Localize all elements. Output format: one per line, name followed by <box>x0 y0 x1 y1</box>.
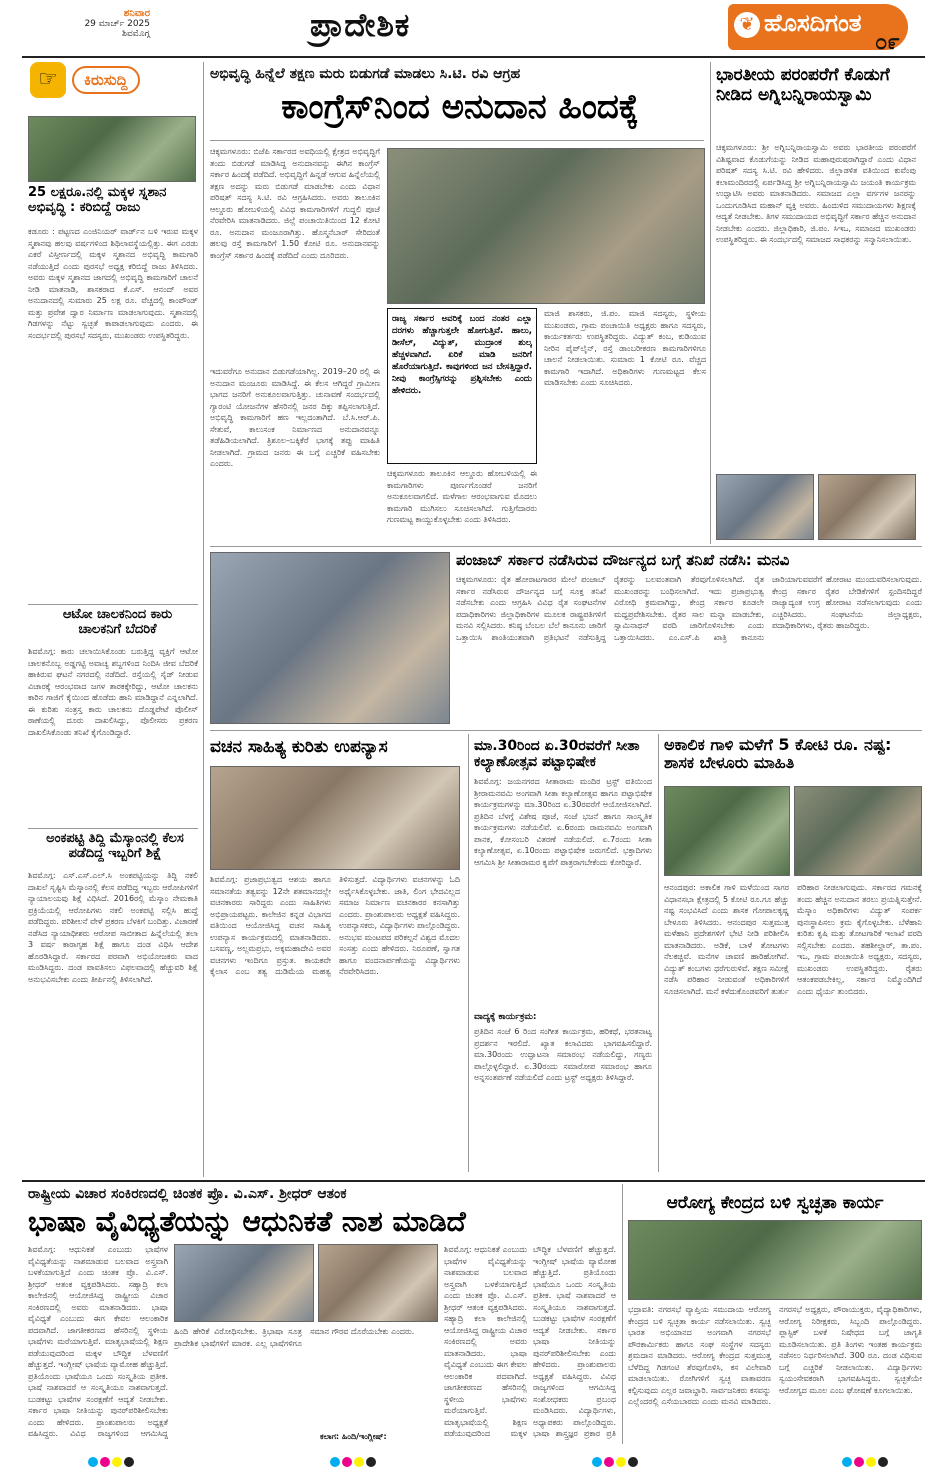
punjab-body <box>456 574 922 724</box>
sita-body: ಶಿವಮೊಗ್ಗ: ಜಯನಗರದ ಸೀತಾರಾಮ ಮಂದಿರ ಟ್ರಸ್ಟ್ ವತಿಯಿಂದ ಶ್ರೀರಾಮನವಮಿ ಅಂಗವಾಗಿ ಸೀತಾ ಕಲ್ಯಾಣೋತ್ಸವ ಹಾಗೂ ಪಟ್ಟಾಭಿಷೇಕ ಕಾರ್ಯಕ್ರಮಗಳನ್ನು ಮಾ.30ರಿಂದ ಏ.30ರವರೆಗೆ ಆಯೋಜಿಸಲಾಗಿದೆ. ಪ್ರತಿದಿನ ಬೆಳಗ್ಗೆ ವಿಶೇಷ ಪೂಜೆ, ಸಂಜೆ ಭಜನೆ ಹಾಗೂ ಸಾಂಸ್ಕೃತಿಕ ಕಾರ್ಯಕ್ರಮಗಳು ನಡೆಯಲಿವೆ. ಏ.6ರಂದು ರಾಮನವಮಿ ಅಂಗವಾಗಿ ಪಾನಕ, ಕೋಸಂಬರಿ ವಿತರಣೆ ನಡೆಯಲಿದೆ. ಏ.7ರಂದು ಸೀತಾ ಕಲ್ಯಾಣೋತ್ಸವ, ಏ.10ರಂದು ಪಟ್ಟಾಭಿಷೇಕ ಜರುಗಲಿದೆ. ಭಕ್ತಾದಿಗಳು ಆಗಮಿಸಿ ಶ್ರೀ ಸೀತಾರಾಮರ ಕೃಪೆಗೆ ಪಾತ್ರರಾಗಬೇಕೆಂದು ಕೋರಿದ್ದಾರೆ. <box>474 777 652 867</box>
sita-headline: ಮಾ.30ರಿಂದ ಏ.30ರವರೆಗೆ ಸೀತಾ ಕಲ್ಯಾಣೋತ್ಸವ ಪಟ್ಟಾಭಿಷೇಕ <box>474 738 640 771</box>
lead-body3: ಚಿಕ್ಕಮಗಳೂರು ತಾಲೂಕಿನ ಆಲ್ದೂರು ಹೋಬಳಿಯಲ್ಲಿ ಈ ಕಾಮಗಾರಿಗಳು ಪೂರ್ಣಗೊಂಡರೆ ಜನರಿಗೆ ಅನುಕೂಲವಾಗಲಿದೆ. ಮಳೆಗಾಲ ಆರಂಭವಾಗುವ ಮೊದಲು ಕಾಮಗಾರಿ ಮುಗಿಸಲು ಸೂಚಿಸಲಾಗಿದೆ. ಗುತ್ತಿಗೆದಾರರು ಗುಣಮಟ್ಟ ಕಾಯ್ದುಕೊಳ್ಳಬೇಕು ಎಂದು ತಿಳಿಸಿದರು. <box>387 469 537 524</box>
punjab-photo <box>210 552 450 724</box>
rain-photo-1 <box>664 786 790 876</box>
rain-photo-2 <box>794 786 922 876</box>
bhasha-headline: ಭಾಷಾ ವೈವಿಧ್ಯತೆಯನ್ನು ಆಧುನಿಕತೆ ನಾಶ ಮಾಡಿದೆ <box>28 1205 466 1238</box>
divider <box>210 730 922 731</box>
left-story2-headline: ಆಟೋ ಚಾಲಕನಿಂದ ಕಾರು ಚಾಲಕನಿಗೆ ಬೆದರಿಕೆ <box>62 607 173 637</box>
divider <box>210 140 704 141</box>
left-story3-body: ಶಿವಮೊಗ್ಗ: ಎಸ್.ಎಸ್.ಎಲ್.ಸಿ ಅಂಕಪಟ್ಟಿಯನ್ನು ತಿದ್ದಿ ನಕಲಿ ದಾಖಲೆ ಸೃಷ್ಟಿಸಿ ಮೆಸ್ಕಾಂನಲ್ಲಿ ಕೆಲಸ ಪಡೆದಿದ್ದ ಇಬ್ಬರು ಆರೋಪಿಗಳಿಗೆ ನ್ಯಾಯಾಲಯವು ಶಿಕ್ಷೆ ವಿಧಿಸಿದೆ. 2016ರಲ್ಲಿ ಮೆಸ್ಕಾಂ ನೇಮಕಾತಿ ಪ್ರಕ್ರಿಯೆಯಲ್ಲಿ ಆರೋಪಿಗಳು ನಕಲಿ ಅಂಕಪಟ್ಟಿ ಸಲ್ಲಿಸಿ ಹುದ್ದೆ ಪಡೆದಿದ್ದರು. ಪರಿಶೀಲನೆ ವೇಳೆ ಪ್ರಕರಣ ಬೆಳಕಿಗೆ ಬಂದಿತ್ತು. ವಿಚಾರಣೆ ನಡೆಸಿದ ನ್ಯಾಯಾಧೀಶರು ಆರೋಪ ಸಾಬೀತಾದ ಹಿನ್ನೆಲೆಯಲ್ಲಿ ತಲಾ 3 ವರ್ಷ ಕಾರಾಗೃಹ ಶಿಕ್ಷೆ ಹಾಗೂ ದಂಡ ವಿಧಿಸಿ ಆದೇಶ ಹೊರಡಿಸಿದ್ದಾರೆ. ಸರ್ಕಾರದ ಪರವಾಗಿ ಅಭಿಯೋಜಕರು ವಾದ ಮಂಡಿಸಿದ್ದರು. ದಂಡ ಪಾವತಿಸಲು ವಿಫಲವಾದಲ್ಲಿ ಹೆಚ್ಚುವರಿ ಶಿಕ್ಷೆ ಅನುಭವಿಸಬೇಕು ಎಂದು ತೀರ್ಪಿನಲ್ಲಿ ತಿಳಿಸಲಾಗಿದೆ. <box>28 871 198 984</box>
paper-name: ಹೊಸದಿಗಂತ <box>764 9 862 37</box>
lead-kicker: ಅಭಿವೃದ್ಧಿ ಹಿನ್ನೆಲೆ ತಕ್ಷಣ ಮರು ಬಿಡುಗಡೆ ಮಾಡಲು ಸಿ.ಟಿ. ರವಿ ಆಗ್ರಹ <box>210 66 521 82</box>
kirusuddi-text: ಕಿರುಸುದ್ದಿ <box>84 71 128 89</box>
city-label: ಶಿವಮೊಗ್ಗ <box>122 29 150 39</box>
vachana-body <box>210 874 460 1170</box>
col-divider <box>710 62 711 544</box>
bhasha-photo-1 <box>174 1244 314 1322</box>
print-registration-marks <box>842 1452 890 1467</box>
bhasha-body-text: ಶಿವಮೊಗ್ಗ: ಆಧುನಿಕತೆ ಎಂಬುದು ಭಾಷೆಗಳ ವೈವಿಧ್ಯತೆಯನ್ನು ನಾಶಮಾಡುವ ಬಲವಾದ ಅಸ್ತ್ರವಾಗಿ ಬಳಕೆಯಾಗುತ್ತಿದೆ ಎಂದು ಚಿಂತಕ ಪ್ರೊ. ವಿ.ಎಸ್. ಶ್ರೀಧರ್ ಆತಂಕ ವ್ಯಕ್ತಪಡಿಸಿದರು. ಸಹ್ಯಾದ್ರಿ ಕಲಾ ಕಾಲೇಜಿನಲ್ಲಿ ಆಯೋಜಿಸಿದ್ದ ರಾಷ್ಟ್ರೀಯ ವಿಚಾರ ಸಂಕಿರಣದಲ್ಲಿ ಅವರು ಮಾತನಾಡಿದರು. ಭಾಷಾ ವೈವಿಧ್ಯತೆ ಎಂಬುದು ಈಗ ಕೇವಲ ಆಲಂಕಾರಿಕ ಪದವಾಗಿದೆ. ಜಾಗತೀಕರಣದ ಹೆಸರಿನಲ್ಲಿ ಸ್ಥಳೀಯ ಭಾಷೆಗಳು ಮರೆಯಾಗುತ್ತಿವೆ. ಮಾತೃಭಾಷೆಯಲ್ಲಿ ಶಿಕ್ಷಣ ಪಡೆಯುವುದರಿಂದ ಮಕ್ಕಳ ಬೌದ್ಧಿಕ ಬೆಳವಣಿಗೆ ಹೆಚ್ಚುತ್ತದೆ. ಇಂಗ್ಲೀಷ್ ಭಾಷೆಯ ವ್ಯಾಮೋಹ ಹೆಚ್ಚುತ್ತಿದೆ. ಪ್ರತಿಯೊಂದು ಭಾಷೆಯೂ ಒಂದು ಸಂಸ್ಕೃತಿಯ ಪ್ರತೀಕ. ಭಾಷೆ ನಾಶವಾದರೆ ಆ ಸಂಸ್ಕೃತಿಯೂ ನಾಶವಾಗುತ್ತದೆ. ಬುಡಕಟ್ಟು ಭಾಷೆಗಳ ಸಂರಕ್ಷಣೆಗೆ ಆದ್ಯತೆ ನೀಡಬೇಕು. ಸರ್ಕಾರ ಭಾಷಾ ನೀತಿಯನ್ನು ಪುನರ್‌ಪರಿಶೀಲಿಸಬೇಕು ಎಂದು ಹೇಳಿದರು. ಪ್ರಾಂಶುಪಾಲರು ಅಧ್ಯಕ್ಷತೆ ವಹಿಸಿದ್ದರು. ವಿವಿಧ ರಾಜ್ಯಗಳಿಂದ ಆಗಮಿಸಿದ್ದ <box>28 1245 168 1438</box>
col-divider <box>658 734 659 1172</box>
right-top-body: ಚಿಕ್ಕಮಗಳೂರು: ಶ್ರೀ ಅಗ್ನಿಬನ್ನಿರಾಯಸ್ವಾಮಿ ಅವರು ಭಾರತೀಯ ಪರಂಪರೆಗೆ ವಿಶಿಷ್ಟವಾದ ಕೊಡುಗೆಯನ್ನು ನೀಡಿದ ಮಹಾಪುರುಷರಾಗಿದ್ದಾರೆ ಎಂದು ವಿಧಾನ ಪರಿಷತ್ ಸದಸ್ಯ ಸಿ.ಟಿ. ರವಿ ಹೇಳಿದರು. ಜಿಲ್ಲಾಡಳಿತ ವತಿಯಿಂದ ಕುವೆಂಪು ಕಲಾಮಂದಿರದಲ್ಲಿ ಏರ್ಪಡಿಸಿದ್ದ ಶ್ರೀ ಅಗ್ನಿಬನ್ನಿರಾಯಸ್ವಾಮಿ ಜಯಂತಿ ಕಾರ್ಯಕ್ರಮ ಉದ್ಘಾಟಿಸಿ ಅವರು ಮಾತನಾಡಿದರು. ಸಮಾಜದ ಎಲ್ಲಾ ವರ್ಗಗಳ ಜನರನ್ನು ಒಂದುಗೂಡಿಸಿದ ಮಹಾನ್ ವ್ಯಕ್ತಿ ಅವರು. ಹಿಂದುಳಿದ ಸಮುದಾಯಗಳು ಶಿಕ್ಷಣಕ್ಕೆ ಆದ್ಯತೆ ನೀಡಬೇಕು. ತಿಗಳ ಸಮುದಾಯದ ಅಭಿವೃದ್ಧಿಗೆ ಸರ್ಕಾರ ಹೆಚ್ಚಿನ ಅನುದಾನ ನೀಡಬೇಕು ಎಂದರು. ಜಿಲ್ಲಾಧಿಕಾರಿ, ಜಿ.ಪಂ. ಸಿಇಒ, ಸಮಾಜದ ಮುಖಂಡರು ಉಪಸ್ಥಿತರಿದ್ದರು. ಈ ಸಂದರ್ಭದಲ್ಲಿ ಸಮಾಜದ ಸಾಧಕರನ್ನು ಸನ್ಮಾನಿಸಲಾಯಿತು. <box>716 143 916 244</box>
masthead-rule <box>22 56 925 58</box>
date-label: 29 ಮಾರ್ಚ್ 2025 <box>84 19 150 29</box>
date-block <box>60 8 150 39</box>
col-divider <box>622 1184 623 1444</box>
rain-headline: ಅಕಾಲಿಕ ಗಾಳಿ ಮಳೆಗೆ 5 ಕೋಟಿ ರೂ. ನಷ್ಟ: ಶಾಸಕ ಬೇಳೂರು ಮಾಹಿತಿ <box>664 735 892 773</box>
punjab-headline: ಪಂಜಾಬ್ ಸರ್ಕಾರ ನಡೆಸಿರುವ ದೌರ್ಜನ್ಯದ ಬಗ್ಗೆ ತನಿಖೆ ನಡೆಸಿ: ಮನವಿ <box>456 551 790 569</box>
bhasha-body-left <box>28 1244 168 1440</box>
finger-point-icon: ☞ <box>30 62 66 98</box>
lead-quote: ರಾಜ್ಯ ಸರ್ಕಾರ ಅವರಿಕ್ಕೆ ಬಂದ ನಂತರ ಎಲ್ಲಾ ದರಗಳು ಹೆಚ್ಚಾಗುತ್ತಲೇ ಹೋಗುತ್ತಿವೆ. ಹಾಲು, ಡೀಸೆಲ್, ವಿದ್ಯುತ್, ಮುದ್ರಾಂಕ ಶುಲ್ಕ ಹೆಚ್ಚಳವಾಗಿದೆ. ಏರಿಕೆ ಮಾಡಿ ಜನರಿಗೆ ಹೊರೆಯಾಗುತ್ತಿದೆ. ಕಾವುಗಳಿಂದ ಜನ ಬೇಸತ್ತಿದ್ದಾರೆ. ನೀವು ಕಾಂಗ್ರೆಸ್ಸಿಗರನ್ನು ಪ್ರಶ್ನಿಸಬೇಕು ಎಂದು ಹೇಳಿದರು. <box>392 314 532 396</box>
arogya-body-text: ಭದ್ರಾವತಿ: ನಗರಸಭೆ ವ್ಯಾಪ್ತಿಯ ಸಮುದಾಯ ಆರೋಗ್ಯ ಕೇಂದ್ರದ ಬಳಿ ಸ್ವಚ್ಛತಾ ಕಾರ್ಯ ನಡೆಸಲಾಯಿತು. ಸ್ವಚ್ಛ ಭಾರತ ಅಭಿಯಾನದ ಅಂಗವಾಗಿ ನಗರಸಭೆ ಪೌರಕಾರ್ಮಿಕರು ಹಾಗೂ ಸಂಘ ಸಂಸ್ಥೆಗಳ ಸದಸ್ಯರು ಶ್ರಮದಾನ ಮಾಡಿದರು. ಆರೋಗ್ಯ ಕೇಂದ್ರದ ಸುತ್ತಮುತ್ತ ಬೆಳೆದಿದ್ದ ಗಿಡಗಂಟಿ ತೆರವುಗೊಳಿಸಿ, ಕಸ ವಿಲೇವಾರಿ ಮಾಡಲಾಯಿತು. ರೋಗಿಗಳಿಗೆ ಸ್ವಚ್ಛ ವಾತಾವರಣ ಕಲ್ಪಿಸುವುದು ಎಲ್ಲರ ಜವಾಬ್ದಾರಿ. ಸಾರ್ವಜನಿಕರು ಕಸವನ್ನು ಎಲ್ಲೆಂದರಲ್ಲಿ ಎಸೆಯಬಾರದು ಎಂದು ಮನವಿ ಮಾಡಿದರು. ನಗರಸಭೆ ಅಧ್ಯಕ್ಷರು, ಪೌರಾಯುಕ್ತರು, ವೈದ್ಯಾಧಿಕಾರಿಗಳು, ಆರೋಗ್ಯ ನಿರೀಕ್ಷಕರು, ಸಿಬ್ಬಂದಿ ಪಾಲ್ಗೊಂಡಿದ್ದರು. ಪ್ಲಾಸ್ಟಿಕ್ ಬಳಕೆ ನಿಷೇಧದ ಬಗ್ಗೆ ಜಾಗೃತಿ ಮೂಡಿಸಲಾಯಿತು. ಪ್ರತಿ ತಿಂಗಳು ಇಂತಹ ಕಾರ್ಯಕ್ರಮ ನಡೆಸಲು ನಿರ್ಧರಿಸಲಾಗಿದೆ. 300 ರೂ. ದಂಡ ವಿಧಿಸುವ ಬಗ್ಗೆ ಎಚ್ಚರಿಕೆ ನೀಡಲಾಯಿತು. ವಿದ್ಯಾರ್ಥಿಗಳು ಸ್ವಯಂಸೇವಕರಾಗಿ ಭಾಗವಹಿಸಿದ್ದರು. ಸ್ವಚ್ಛತೆಯೇ ಆರೋಗ್ಯದ ಮೂಲ ಎಂಬ ಘೋಷಣೆ ಕೂಗಲಾಯಿತು. <box>628 1305 922 1406</box>
divider <box>22 1180 925 1182</box>
lead-body1: ಚಿಕ್ಕಮಗಳೂರು: ಬಿಜೆಪಿ ಸರ್ಕಾರದ ಅವಧಿಯಲ್ಲಿ ಕ್ಷೇತ್ರದ ಅಭಿವೃದ್ಧಿಗೆ ತಂದು ಬಿಡುಗಡೆ ಮಾಡಿಸಿದ್ದ ಅನುದಾನವನ್ನು ಈಗಿನ ಕಾಂಗ್ರೆಸ್ ಸರ್ಕಾರ ಹಿಂದಕ್ಕೆ ಪಡೆದಿದೆ. ಅಭಿವೃದ್ಧಿಗೆ ಹಿನ್ನಡೆ ಆಗುವ ಹಿನ್ನೆಲೆಯಲ್ಲಿ ತಕ್ಷಣ ಅದನ್ನು ಮರು ಬಿಡುಗಡೆ ಮಾಡಬೇಕು ಎಂದು ವಿಧಾನ ಪರಿಷತ್ ಸದಸ್ಯ ಸಿ.ಟಿ. ರವಿ ಆಗ್ರಹಿಸಿದರು. ಅವರು ತಾಲೂಕಿನ ಆಲ್ದೂರು ಹೋಬಳಿಯಲ್ಲಿ ವಿವಿಧ ಕಾಮಗಾರಿಗಳಿಗೆ ಗುದ್ದಲಿ ಪೂಜೆ ನೆರವೇರಿಸಿ ಮಾತನಾಡಿದರು. ಜಿಲ್ಲೆ ಪಂಚಾಯಿತಿಯಿಂದ 12 ಕೋಟಿ ರೂ. ಅನುದಾನ ಮಂಜೂರಾಗಿತ್ತು. ಹೊಸ್ಮನೆಬಾರ್ ಸೇರಿದಂತೆ ಹಲವು ರಸ್ತೆ ಕಾಮಗಾರಿಗೆ 1.50 ಕೋಟಿ ರೂ. ಅನುದಾನವನ್ನು ಕಾಂಗ್ರೆಸ್ ಸರ್ಕಾರ ಹಿಂದಕ್ಕೆ ಪಡೆದಿದೆ ಎಂದು ದೂರಿದರು. <box>210 147 380 260</box>
vachana-headline: ವಚನ ಸಾಹಿತ್ಯ ಕುರಿತು ಉಪನ್ಯಾಸ <box>210 737 388 757</box>
divider <box>28 828 198 829</box>
print-registration-marks <box>592 1452 640 1467</box>
vachana-photo <box>210 766 460 870</box>
bhasha-subhead: ಕಲಾಗ: ಹಿಂದಿ/ಇಂಗ್ಲೀಷ್: <box>320 1432 387 1441</box>
section-title: ಪ್ರಾದೇಶಿಕ <box>310 6 411 44</box>
left-story1-headline: 25 ಲಕ್ಷರೂ.ನಲ್ಲಿ ಮಕ್ಕಳ ಸ್ನಶಾನ ಅಭಿವೃದ್ಧಿ : ಕರಿಬಿದ್ದೆ ರಾಜು <box>28 185 167 215</box>
divider <box>210 546 922 547</box>
arogya-photo <box>628 1220 922 1300</box>
sita-body2: ಪ್ರತಿದಿನ ಸಂಜೆ 6 ರಿಂದ ಸಂಗೀತ ಕಾರ್ಯಕ್ರಮ, ಹರಿಕಥೆ, ಭರತನಾಟ್ಯ ಪ್ರದರ್ಶನ ಇರಲಿದೆ. ಖ್ಯಾತ ಕಲಾವಿದರು ಭಾಗವಹಿಸಲಿದ್ದಾರೆ. ಮಾ.30ರಂದು ಉದ್ಘಾಟನಾ ಸಮಾರಂಭ ನಡೆಯಲಿದ್ದು, ಗಣ್ಯರು ಪಾಲ್ಗೊಳ್ಳಲಿದ್ದಾರೆ. ಏ.30ರಂದು ಸಮಾರೋಪ ಸಮಾರಂಭ ಹಾಗೂ ಅನ್ನಸಂತರ್ಪಣೆ ನಡೆಯಲಿದೆ ಎಂದು ಟ್ರಸ್ಟ್ ಅಧ್ಯಕ್ಷರು ತಿಳಿಸಿದ್ದಾರೆ. <box>474 1027 652 1082</box>
bhasha-body2-text: ಹಿಂದಿ ಹೇರಿಕೆ ವಿರೋಧಿಸಬೇಕು. ತ್ರಿಭಾಷಾ ಸೂತ್ರ ಪ್ರಾದೇಶಿಕ ಭಾಷೆಗಳಿಗೆ ಮಾರಕ. ಎಲ್ಲ ಭಾಷೆಗಳಿಗೂ ಸಮಾನ ಗೌರವ ದೊರೆಯಬೇಕು ಎಂದರು. <box>174 1327 415 1348</box>
arogya-headline: ಆರೋಗ್ಯ ಕೇಂದ್ರದ ಬಳಿ ಸ್ವಚ್ಛತಾ ಕಾರ್ಯ <box>666 1193 884 1213</box>
kirusuddi-badge <box>28 62 186 100</box>
bhasha-body-text-2: ಶಿವಮೊಗ್ಗ: ಆಧುನಿಕತೆ ಎಂಬುದು ಭಾಷೆಗಳ ವೈವಿಧ್ಯತೆಯನ್ನು ನಾಶಮಾಡುವ ಬಲವಾದ ಅಸ್ತ್ರವಾಗಿ ಬಳಕೆಯಾಗುತ್ತಿದೆ ಎಂದು ಚಿಂತಕ ಪ್ರೊ. ವಿ.ಎಸ್. ಶ್ರೀಧರ್ ಆತಂಕ ವ್ಯಕ್ತಪಡಿಸಿದರು. ಸಹ್ಯಾದ್ರಿ ಕಲಾ ಕಾಲೇಜಿನಲ್ಲಿ ಆಯೋಜಿಸಿದ್ದ ರಾಷ್ಟ್ರೀಯ ವಿಚಾರ ಸಂಕಿರಣದಲ್ಲಿ ಅವರು ಮಾತನಾಡಿದರು. ಭಾಷಾ ವೈವಿಧ್ಯತೆ ಎಂಬುದು ಈಗ ಕೇವಲ ಆಲಂಕಾರಿಕ ಪದವಾಗಿದೆ. ಜಾಗತೀಕರಣದ ಹೆಸರಿನಲ್ಲಿ ಸ್ಥಳೀಯ ಭಾಷೆಗಳು ಮರೆಯಾಗುತ್ತಿವೆ. ಮಾತೃಭಾಷೆಯಲ್ಲಿ ಶಿಕ್ಷಣ ಪಡೆಯುವುದರಿಂದ ಮಕ್ಕಳ ಬೌದ್ಧಿಕ ಬೆಳವಣಿಗೆ ಹೆಚ್ಚುತ್ತದೆ. ಇಂಗ್ಲೀಷ್ ಭಾಷೆಯ ವ್ಯಾಮೋಹ ಹೆಚ್ಚುತ್ತಿದೆ. ಪ್ರತಿಯೊಂದು ಭಾಷೆಯೂ ಒಂದು ಸಂಸ್ಕೃತಿಯ ಪ್ರತೀಕ. ಭಾಷೆ ನಾಶವಾದರೆ ಆ ಸಂಸ್ಕೃತಿಯೂ ನಾಶವಾಗುತ್ತದೆ. ಬುಡಕಟ್ಟು ಭಾಷೆಗಳ ಸಂರಕ್ಷಣೆಗೆ ಆದ್ಯತೆ ನೀಡಬೇಕು. ಸರ್ಕಾರ ಭಾಷಾ ನೀತಿಯನ್ನು ಪುನರ್‌ಪರಿಶೀಲಿಸಬೇಕು ಎಂದು ಹೇಳಿದರು. ಪ್ರಾಂಶುಪಾಲರು ಅಧ್ಯಕ್ಷತೆ ವಹಿಸಿದ್ದರು. ವಿವಿಧ ರಾಜ್ಯಗಳಿಂದ ಆಗಮಿಸಿದ್ದ ಸಂಶೋಧಕರು ಪ್ರಬಂಧ ಮಂಡಿಸಿದರು. ವಿದ್ಯಾರ್ಥಿಗಳು, ಅಧ್ಯಾಪಕರು ಪಾಲ್ಗೊಂಡಿದ್ದರು. ಭಾಷಾ ಶಾಸ್ತ್ರಜ್ಞರ ಪ್ರಕಾರ ಪ್ರತಿ <box>444 1245 616 1438</box>
right-top-photo-2 <box>818 474 916 540</box>
day-label: ಶನಿವಾರ <box>123 8 150 19</box>
print-registration-marks <box>330 1452 378 1467</box>
page-number: ೦೯ <box>875 30 900 55</box>
left-story2-body: ಶಿವಮೊಗ್ಗ: ಕಾರು ಚಲಾಯಿಸಿಕೊಂಡು ಬರುತ್ತಿದ್ದ ವ್ಯಕ್ತಿಗೆ ಆಟೋ ಚಾಲಕನೊಬ್ಬ ಅಡ್ಡಗಟ್ಟಿ ಅವಾಚ್ಯ ಶಬ್ದಗಳಿಂದ ನಿಂದಿಸಿ ಜೀವ ಬೆದರಿಕೆ ಹಾಕಿರುವ ಘಟನೆ ನಗರದಲ್ಲಿ ನಡೆದಿದೆ. ರಸ್ತೆಯಲ್ಲಿ ಸೈಡ್ ನೀಡುವ ವಿಚಾರಕ್ಕೆ ಆರಂಭವಾದ ಜಗಳ ತಾರಕಕ್ಕೇರಿದ್ದು, ಆಟೋ ಚಾಲಕನು ಕಾರಿನ ಗಾಜಿಗೆ ಕೈಯಿಂದ ಹೊಡೆದು ಹಾನಿ ಮಾಡಿದ್ದಾನೆ ಎನ್ನಲಾಗಿದೆ. ಈ ಕುರಿತು ಸಂತ್ರಸ್ತ ಕಾರು ಚಾಲಕನು ದೊಡ್ಡಪೇಟೆ ಪೊಲೀಸ್ ಠಾಣೆಯಲ್ಲಿ ದೂರು ದಾಖಲಿಸಿದ್ದು, ಪೊಲೀಸರು ಪ್ರಕರಣ ದಾಖಲಿಸಿಕೊಂಡು ತನಿಖೆ ಕೈಗೊಂಡಿದ್ದಾರೆ. <box>28 647 198 737</box>
col-divider <box>203 62 204 1177</box>
rain-body <box>664 882 922 1172</box>
bhasha-body-right <box>444 1244 616 1440</box>
left-story1-photo <box>28 116 196 182</box>
left-story3-headline: ಅಂಕಪಟ್ಟಿ ತಿದ್ದಿ ಮೆಸ್ಕಾಂನಲ್ಲಿ ಕೆಲಸ ಪಡೆದಿದ್ದ ಇಬ್ಬರಿಗೆ ಶಿಕ್ಷೆ <box>46 831 184 861</box>
print-registration-marks <box>88 1452 136 1467</box>
bhasha-photo-2 <box>318 1244 438 1322</box>
left-story1-body: ಕಡೂರು : ಪಟ್ಟಣದ ಎಂಜಿನಿಯರ್ ವಾರ್ಡ್‌ನ ಬಳಿ ಇರುವ ಮಕ್ಕಳ ಸ್ಮಶಾನವು ಹಲವು ವರ್ಷಗಳಿಂದ ಶಿಥಿಲಾವಸ್ಥೆಯಲ್ಲಿತ್ತು. ಈಗ ಎರಡು ಎಕರೆ ವಿಸ್ತೀರ್ಣದಲ್ಲಿ ಮಕ್ಕಳ ಸ್ಮಶಾನದ ಅಭಿವೃದ್ಧಿ ಕಾಮಗಾರಿ ನಡೆಯುತ್ತಿದೆ ಎಂದು ಪುರಸಭೆ ಅಧ್ಯಕ್ಷ ಕರಿಬಿದ್ದೆ ರಾಜು ತಿಳಿಸಿದರು. ಅವರು ಮಕ್ಕಳ ಸ್ಮಶಾನದ ಜಾಗದಲ್ಲಿ ಅಭಿವೃದ್ಧಿ ಕಾಮಗಾರಿಗೆ ಚಾಲನೆ ನೀಡಿ ಮಾತನಾಡಿ, ಶಾಸಕರಾದ ಕೆ.ಎಸ್. ಆನಂದ್ ಅವರ ಅನುದಾನದಲ್ಲಿ ಸುಮಾರು 25 ಲಕ್ಷ ರೂ. ವೆಚ್ಚದಲ್ಲಿ ಕಾಂಪೌಂಡ್ ಮತ್ತು ಪ್ರವೇಶ ದ್ವಾರ ನಿರ್ಮಾಣ ಮಾಡಲಾಗುವುದು. ಸ್ಮಶಾನದಲ್ಲಿ ಗಿಡಗಳನ್ನು ನೆಟ್ಟು ಸ್ವಚ್ಛತೆ ಕಾಪಾಡಲಾಗುವುದು ಎಂದರು. ಈ ಸಂದರ್ಭದಲ್ಲಿ ಪುರಸಭೆ ಸದಸ್ಯರು, ಮುಖಂಡರು ಉಪಸ್ಥಿತರಿದ್ದರು. <box>28 227 198 340</box>
vachana-body-text: ಶಿವಮೊಗ್ಗ: ಪ್ರಜಾಪ್ರಭುತ್ವದ ಆಶಯ ಹಾಗೂ ಸಮಾನತೆಯ ತತ್ವವನ್ನು 12ನೇ ಶತಮಾನದಲ್ಲೇ ವಚನಕಾರರು ಸಾರಿದ್ದರು ಎಂದು ಸಾಹಿತಿಗಳು ಅಭಿಪ್ರಾಯಪಟ್ಟರು. ಕಾಲೇಜಿನ ಕನ್ನಡ ವಿಭಾಗದ ವತಿಯಿಂದ ಆಯೋಜಿಸಿದ್ದ ವಚನ ಸಾಹಿತ್ಯ ಉಪನ್ಯಾಸ ಕಾರ್ಯಕ್ರಮದಲ್ಲಿ ಮಾತನಾಡಿದರು. ಬಸವಣ್ಣ, ಅಲ್ಲಮಪ್ರಭು, ಅಕ್ಕಮಹಾದೇವಿ ಅವರ ವಚನಗಳು ಇಂದಿಗೂ ಪ್ರಸ್ತುತ. ಕಾಯಕವೇ ಕೈಲಾಸ ಎಂಬ ತತ್ವ ದುಡಿಮೆಯ ಮಹತ್ವ ತಿಳಿಸುತ್ತದೆ. ವಿದ್ಯಾರ್ಥಿಗಳು ವಚನಗಳನ್ನು ಓದಿ ಅರ್ಥೈಸಿಕೊಳ್ಳಬೇಕು. ಜಾತಿ, ಲಿಂಗ ಭೇದವಿಲ್ಲದ ಸಮಾಜ ನಿರ್ಮಾಣ ವಚನಕಾರರ ಕನಸಾಗಿತ್ತು ಎಂದರು. ಪ್ರಾಂಶುಪಾಲರು ಅಧ್ಯಕ್ಷತೆ ವಹಿಸಿದ್ದರು. ಉಪನ್ಯಾಸಕರು, ವಿದ್ಯಾರ್ಥಿಗಳು ಪಾಲ್ಗೊಂಡಿದ್ದರು. ಅನುಭವ ಮಂಟಪದ ಪರಿಕಲ್ಪನೆ ವಿಶ್ವದ ಮೊದಲ ಸಂಸತ್ತು ಎಂದು ಹೇಳಿದರು. ನಿರೂಪಣೆ, ಸ್ವಾಗತ ಹಾಗೂ ವಂದನಾರ್ಪಣೆಯನ್ನು ವಿದ್ಯಾರ್ಥಿಗಳು ನೆರವೇರಿಸಿದರು. <box>210 875 460 976</box>
kirusuddi-label <box>72 66 140 94</box>
bhasha-kicker: ರಾಷ್ಟ್ರೀಯ ವಿಚಾರ ಸಂಕಿರಣದಲ್ಲಿ ಚಿಂತಕ ಪ್ರೊ. ವಿ.ಎಸ್. ಶ್ರೀಧರ್ ಆತಂಕ <box>28 1186 347 1202</box>
divider <box>28 604 198 605</box>
right-top-photo-1 <box>716 474 814 540</box>
rain-body-text: ಆನಂದಪುರ: ಅಕಾಲಿಕ ಗಾಳಿ ಮಳೆಯಿಂದ ಸಾಗರ ವಿಧಾನಸಭಾ ಕ್ಷೇತ್ರದಲ್ಲಿ 5 ಕೋಟಿ ರೂ.ಗೂ ಹೆಚ್ಚು ನಷ್ಟ ಸಂಭವಿಸಿದೆ ಎಂದು ಶಾಸಕ ಗೋಪಾಲಕೃಷ್ಣ ಬೇಳೂರು ತಿಳಿಸಿದರು. ಆನಂದಪುರ ಸುತ್ತಮುತ್ತ ಮಳೆಹಾನಿ ಪ್ರದೇಶಗಳಿಗೆ ಭೇಟಿ ನೀಡಿ ಪರಿಶೀಲಿಸಿ ಮಾತನಾಡಿದರು. ಅಡಿಕೆ, ಬಾಳೆ ತೋಟಗಳು ನೆಲಕಚ್ಚಿವೆ. ಮನೆಗಳ ಚಾವಣಿ ಹಾರಿಹೋಗಿವೆ. ವಿದ್ಯುತ್ ಕಂಬಗಳು ಧರೆಗುರುಳಿವೆ. ತಕ್ಷಣ ಸಮೀಕ್ಷೆ ನಡೆಸಿ ಪರಿಹಾರ ನೀಡುವಂತೆ ಅಧಿಕಾರಿಗಳಿಗೆ ಸೂಚಿಸಲಾಗಿದೆ. ಮನೆ ಕಳೆದುಕೊಂಡವರಿಗೆ ತುರ್ತು ಪರಿಹಾರ ನೀಡಲಾಗುವುದು. ಸರ್ಕಾರದ ಗಮನಕ್ಕೆ ತಂದು ಹೆಚ್ಚಿನ ಅನುದಾನ ತರಲು ಪ್ರಯತ್ನಿಸುತ್ತೇನೆ. ಮೆಸ್ಕಾಂ ಅಧಿಕಾರಿಗಳು ವಿದ್ಯುತ್ ಸಂಪರ್ಕ ಪುನಃಸ್ಥಾಪಿಸಲು ಕ್ರಮ ಕೈಗೊಳ್ಳಬೇಕು. ಬೆಳೆಹಾನಿ ಕುರಿತು ಕೃಷಿ ಮತ್ತು ತೋಟಗಾರಿಕೆ ಇಲಾಖೆ ವರದಿ ಸಲ್ಲಿಸಬೇಕು ಎಂದರು. ತಹಶೀಲ್ದಾರ್, ತಾ.ಪಂ. ಇಒ, ಗ್ರಾಮ ಪಂಚಾಯಿತಿ ಅಧ್ಯಕ್ಷರು, ಸದಸ್ಯರು, ಮುಖಂಡರು ಉಪಸ್ಥಿತರಿದ್ದರು. ರೈತರು ಆತಂಕಪಡಬೇಕಿಲ್ಲ, ಸರ್ಕಾರ ನಿಮ್ಮೊಂದಿಗಿದೆ ಎಂದು ಧೈರ್ಯ ತುಂಬಿದರು. <box>664 883 922 996</box>
arogya-body <box>628 1304 922 1440</box>
lead-body4: ಮಾಜಿ ಶಾಸಕರು, ಜಿ.ಪಂ. ಮಾಜಿ ಸದಸ್ಯರು, ಸ್ಥಳೀಯ ಮುಖಂಡರು, ಗ್ರಾಮ ಪಂಚಾಯಿತಿ ಅಧ್ಯಕ್ಷರು ಹಾಗೂ ಸದಸ್ಯರು, ಕಾರ್ಯಕರ್ತರು ಉಪಸ್ಥಿತರಿದ್ದರು. ವಿದ್ಯುತ್ ಕಂಬ, ಕುಡಿಯುವ ನೀರಿನ ಪೈಪ್‌ಲೈನ್, ರಸ್ತೆ ಡಾಂಬರೀಕರಣ ಕಾಮಗಾರಿಗಳಿಗೂ ಚಾಲನೆ ನೀಡಲಾಯಿತು. ಸುಮಾರು 1 ಕೋಟಿ ರೂ. ವೆಚ್ಚದ ಕಾಮಗಾರಿ ಇದಾಗಿದೆ. ಅಧಿಕಾರಿಗಳು ಗುಣಮಟ್ಟದ ಕೆಲಸ ಮಾಡಿಸಬೇಕು ಎಂದು ಸೂಚಿಸಿದರು. <box>544 309 706 387</box>
lead-quote-box <box>387 308 537 464</box>
sita-subhead: ವಾದ್ಯಕ್ಕೆ ಕಾರ್ಯಕ್ರಮ: <box>474 1012 537 1022</box>
lamp-logo-icon: ❦ <box>734 12 760 38</box>
col-divider <box>468 734 469 1172</box>
right-top-headline: ಭಾರತೀಯ ಪರಂಪರೆಗೆ ಕೊಡುಗೆ ನೀಡಿದ ಅಗ್ನಿಬನ್ನಿರಾಯಸ್ವಾಮಿ <box>716 65 890 105</box>
lead-photo <box>387 148 705 304</box>
punjab-body-text: ಚಿಕ್ಕಮಗಳೂರು: ರೈತ ಹೋರಾಟಗಾರರ ಮೇಲೆ ಪಂಜಾಬ್ ಸರ್ಕಾರ ನಡೆಸಿರುವ ದೌರ್ಜನ್ಯದ ಬಗ್ಗೆ ಸೂಕ್ತ ತನಿಖೆ ನಡೆಸಬೇಕು ಎಂದು ಆಗ್ರಹಿಸಿ ವಿವಿಧ ರೈತ ಸಂಘಟನೆಗಳ ಪದಾಧಿಕಾರಿಗಳು ಜಿಲ್ಲಾಧಿಕಾರಿಗಳ ಮೂಲಕ ರಾಷ್ಟ್ರಪತಿಗಳಿಗೆ ಮನವಿ ಸಲ್ಲಿಸಿದರು. ಕನಿಷ್ಠ ಬೆಂಬಲ ಬೆಲೆ ಕಾನೂನು ಜಾರಿಗೆ ಒತ್ತಾಯಿಸಿ ಶಾಂತಿಯುತವಾಗಿ ಪ್ರತಿಭಟನೆ ನಡೆಸುತ್ತಿದ್ದ ರೈತರನ್ನು ಬಲವಂತವಾಗಿ ತೆರವುಗೊಳಿಸಲಾಗಿದೆ. ರೈತ ಮುಖಂಡರನ್ನು ಬಂಧಿಸಲಾಗಿದೆ. ಇದು ಪ್ರಜಾಪ್ರಭುತ್ವ ವಿರೋಧಿ ಕ್ರಮವಾಗಿದ್ದು, ಕೇಂದ್ರ ಸರ್ಕಾರ ಕೂಡಲೇ ಮಧ್ಯಪ್ರವೇಶಿಸಬೇಕು. ರೈತರ ಸಾಲ ಮನ್ನಾ ಮಾಡಬೇಕು, ಸ್ವಾಮಿನಾಥನ್ ವರದಿ ಜಾರಿಗೊಳಿಸಬೇಕು ಎಂದು ಒತ್ತಾಯಿಸಿದರು. ಎಂ.ಎಸ್.ಪಿ ಖಾತ್ರಿ ಕಾನೂನು ಜಾರಿಯಾಗುವವರೆಗೆ ಹೋರಾಟ ಮುಂದುವರಿಸಲಾಗುವುದು. ಕೇಂದ್ರ ಸರ್ಕಾರ ರೈತರ ಬೇಡಿಕೆಗಳಿಗೆ ಸ್ಪಂದಿಸದಿದ್ದರೆ ರಾಜ್ಯಾದ್ಯಂತ ಉಗ್ರ ಹೋರಾಟ ನಡೆಸಲಾಗುವುದು ಎಂದು ಎಚ್ಚರಿಸಿದರು. ಸಂಘಟನೆಯ ಜಿಲ್ಲಾಧ್ಯಕ್ಷರು, ಪದಾಧಿಕಾರಿಗಳು, ರೈತರು ಹಾಜರಿದ್ದರು. <box>456 575 922 642</box>
lead-headline: ಕಾಂಗ್ರೆಸ್‌ನಿಂದ ಅನುದಾನ ಹಿಂದಕ್ಕೆ <box>281 87 639 127</box>
masthead <box>0 0 945 62</box>
bhasha-body-mid <box>174 1326 438 1430</box>
lead-body2: ಇದುವರೆಗೂ ಅನುದಾನ ಬಿಡುಗಡೆಯಾಗಿಲ್ಲ. 2019–20 ರಲ್ಲಿ ಈ ಅನುದಾನ ಮಂಜೂರು ಮಾಡಿಸಿದ್ದೆ. ಈ ಕೆಲಸ ಆಗಿದ್ದರೆ ಗ್ರಾಮೀಣ ಭಾಗದ ಜನರಿಗೆ ಅನುಕೂಲವಾಗುತ್ತಿತ್ತು. ಚುನಾವಣೆ ಸಂದರ್ಭದಲ್ಲಿ ಗ್ಯಾರಂಟಿ ಯೋಜನೆಗಳ ಹೆಸರಿನಲ್ಲಿ ಜನರ ದಿಕ್ಕು ತಪ್ಪಿಸಲಾಗುತ್ತಿದೆ. ಅಭಿವೃದ್ಧಿ ಕಾಮಗಾರಿಗೆ ಹಣ ಇಲ್ಲದಂತಾಗಿದೆ. ಬೆ.ಸಿ.ಆರ್.ಪಿ. ಸೇತುವೆ, ಕಾಲುಸಂಕ ನಿರ್ಮಾಣದ ಅನುದಾನವನ್ನೂ ತಡೆಹಿಡಿಯಲಾಗಿದೆ. ತ್ರಿಶೂಲ–ಬಕ್ಕಿಕೆರೆ ಭಾಗಕ್ಕೆ ತಪ್ಪು ಮಾಹಿತಿ ನೀಡಲಾಗಿದೆ. ಗ್ರಾಮದ ಜನರು ಈ ಬಗ್ಗೆ ಎಚ್ಚರಿಕೆ ವಹಿಸಬೇಕು ಎಂದರು. <box>210 367 380 468</box>
